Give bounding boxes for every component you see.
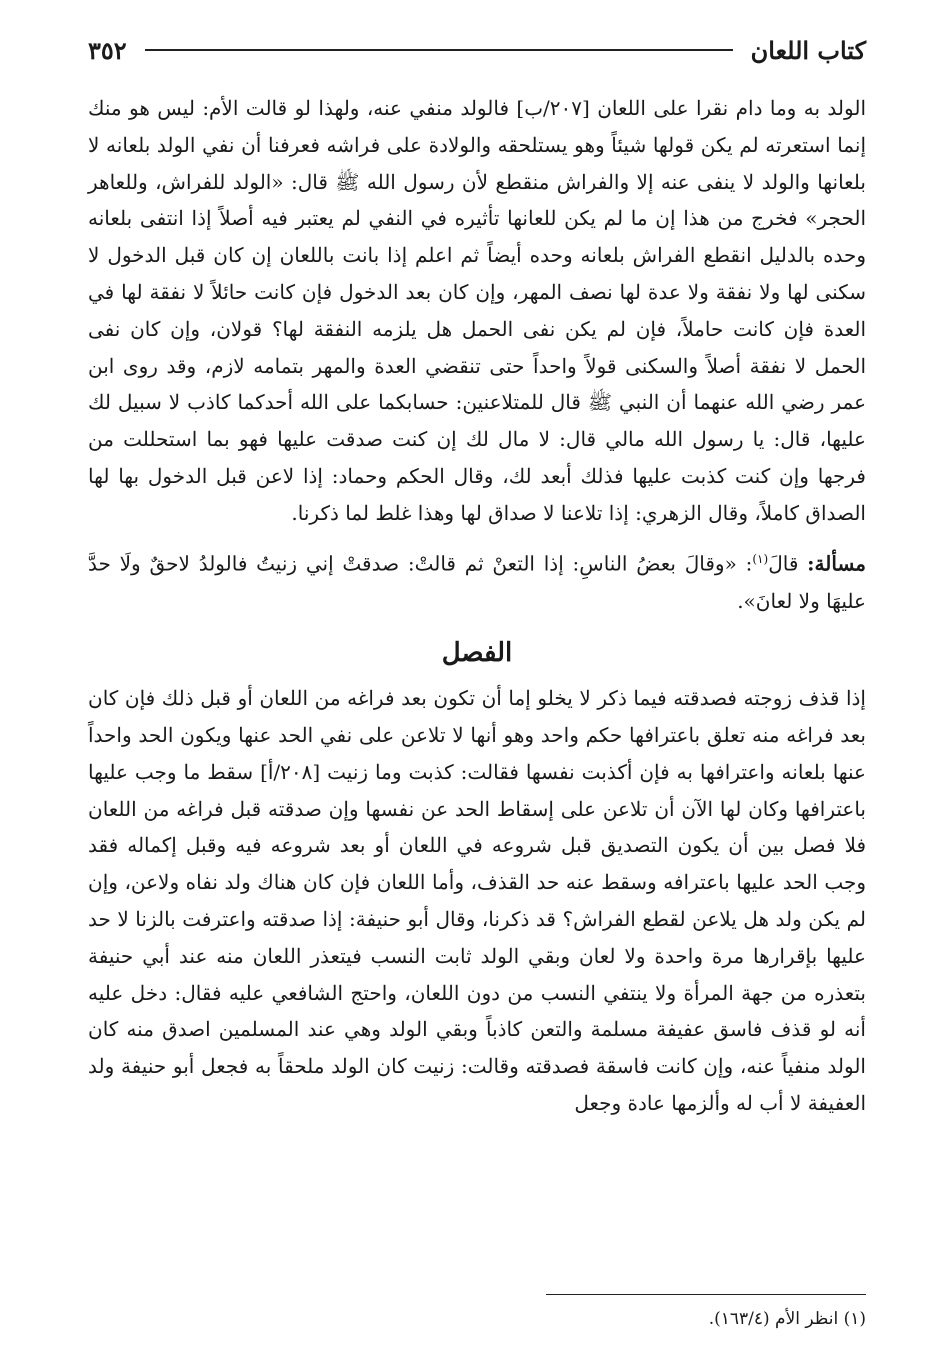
masala-text: : «وقالَ بعضُ الناسِ: إذا التعنْ ثم قالتْ: صدقتْ إني زنيتُ فالولدُ لاحقٌ ولَا حدَّ عليهَا ولا لعانَ». — [88, 551, 866, 614]
footnote: (١) انظر الأم (١٦٣/٤). — [708, 1309, 866, 1329]
masala-paragraph — [88, 540, 866, 621]
masala-said: قالَ — [768, 551, 808, 576]
section-paragraph: إذا قذف زوجته فصدقته فيما ذكر لا يخلو إما أن تكون بعد فراغه من اللعان أو قبل ذلك فإن كان بعد فراغه منه تعلق باعترافها حكم واحد وهو أنها لا تلاعن على نفي الحد عنها ويكون الحد واحداً عنها بلعانه واعترافها به فإن أكذبت نفسها فقالت: كذبت وما زنيت [٢٠٨/أ] سقط ما وجب عليها باعترافها وكان لها الآن أن تلاعن على إسقاط الحد عن نفسها وإن صدقته قبل فراغه من اللعان فلا فصل بين أن يكون التصديق قبل شروعه في اللعان أو بعد شروعه فيه وقبل إكماله فقد وجب الحد عليها باعترافه وسقط عنه حد القذف، وأما اللعان فإن كان هناك ولد نفاه ولاعن، وإن لم يكن ولد هل يلاعن لقطع الفراش؟ قد ذكرنا، وقال أبو حنيفة: إذا صدقته واعترفت بالزنا لا حد عليها بإقرارها مرة واحدة ولا لعان وبقي الولد ثابت النسب فيتعذر اللعان منه عند أبي حنيفة بتعذره من جهة المرأة ولا ينتفي النسب من دون اللعان، واحتج الشافعي عليه فقال: دخل عليه أنه لو قذف فاسق عفيفة مسلمة والتعن كاذباً وبقي الولد وهي عند المسلمين اصدق منه كان الولد منفياً عنه، وإن كانت فاسقة فصدقته وقالت: زنيت كان الولد ملحقاً به فجعل أبو حنيفة ولد العفيفة لا أب له وألزمها عادة وجعل — [88, 686, 867, 1115]
page-number: ٣٥٢ — [88, 35, 127, 65]
footnote-reference: (١) — [752, 551, 769, 566]
running-header — [88, 24, 866, 76]
main-text — [88, 90, 866, 1122]
footnote-rule — [546, 1294, 866, 1295]
book-page — [88, 24, 866, 1354]
section-heading: الفصل — [441, 638, 513, 669]
masala-label: مسألة — [814, 551, 867, 576]
header-rule — [145, 49, 733, 51]
chapter-title: كتاب اللعان — [750, 35, 866, 65]
masala-colon: : — [807, 551, 815, 576]
paragraph-opening: الولد به وما دام نقرا على اللعان [٢٠٧/ب] فالولد منفي عنه، ولهذا لو قالت الأم: ليس هو منك إنما استعرته لم يكن قولها شيئاً وهو يستلحقه والولادة على فراشه فعرفنا أن نفي الولد بلعانه لا بلعانها والولد لا ينفى عنه إلا والفراش منقطع لأن رسول الله ﷺ قال: «الولد للفراش، وللعاهر الحجر» فخرج من هذا إن ما لم يكن للعانها تأثيره في النفي لم يعتبر فيه أصلاً إذا انتفى بلعانه وحده بالدليل انقطع الفراش بلعانه وحده أيضاً ثم اعلم إذا بانت باللعان إن كان قبل الدخول لا سكنى لها ولا نفقة ولا عدة لها نصف المهر، وإن كان بعد الدخول فإن كانت حائلاً لا نفقة لها في العدة فإن كانت حاملاً، فإن لم يكن نفى الحمل هل يلزمه النفقة لها؟ قولان، وإن كان نفى الحمل لا نفقة أصلاً والسكنى قولاً واحداً حتى تنقضي العدة والمهر بتمامه لازم، وقد روى ابن عمر رضي الله عنهما أن النبي ﷺ قال للمتلاعنين: حسابكما على الله أحدكما كاذب لا سبيل لك عليها، قال: يا رسول الله مالي قال: لا مال لك إن كنت صدقت عليها فهو بما استحللت من فرجها وإن كنت كذبت عليها فذلك أبعد لك، وقال الحكم وحماد: إذا لاعن قبل الدخول بها لها الصداق كاملاً، وقال الزهري: إذا تلاعنا لا صداق لها وهذا غلط لما ذكرنا. — [88, 96, 867, 525]
